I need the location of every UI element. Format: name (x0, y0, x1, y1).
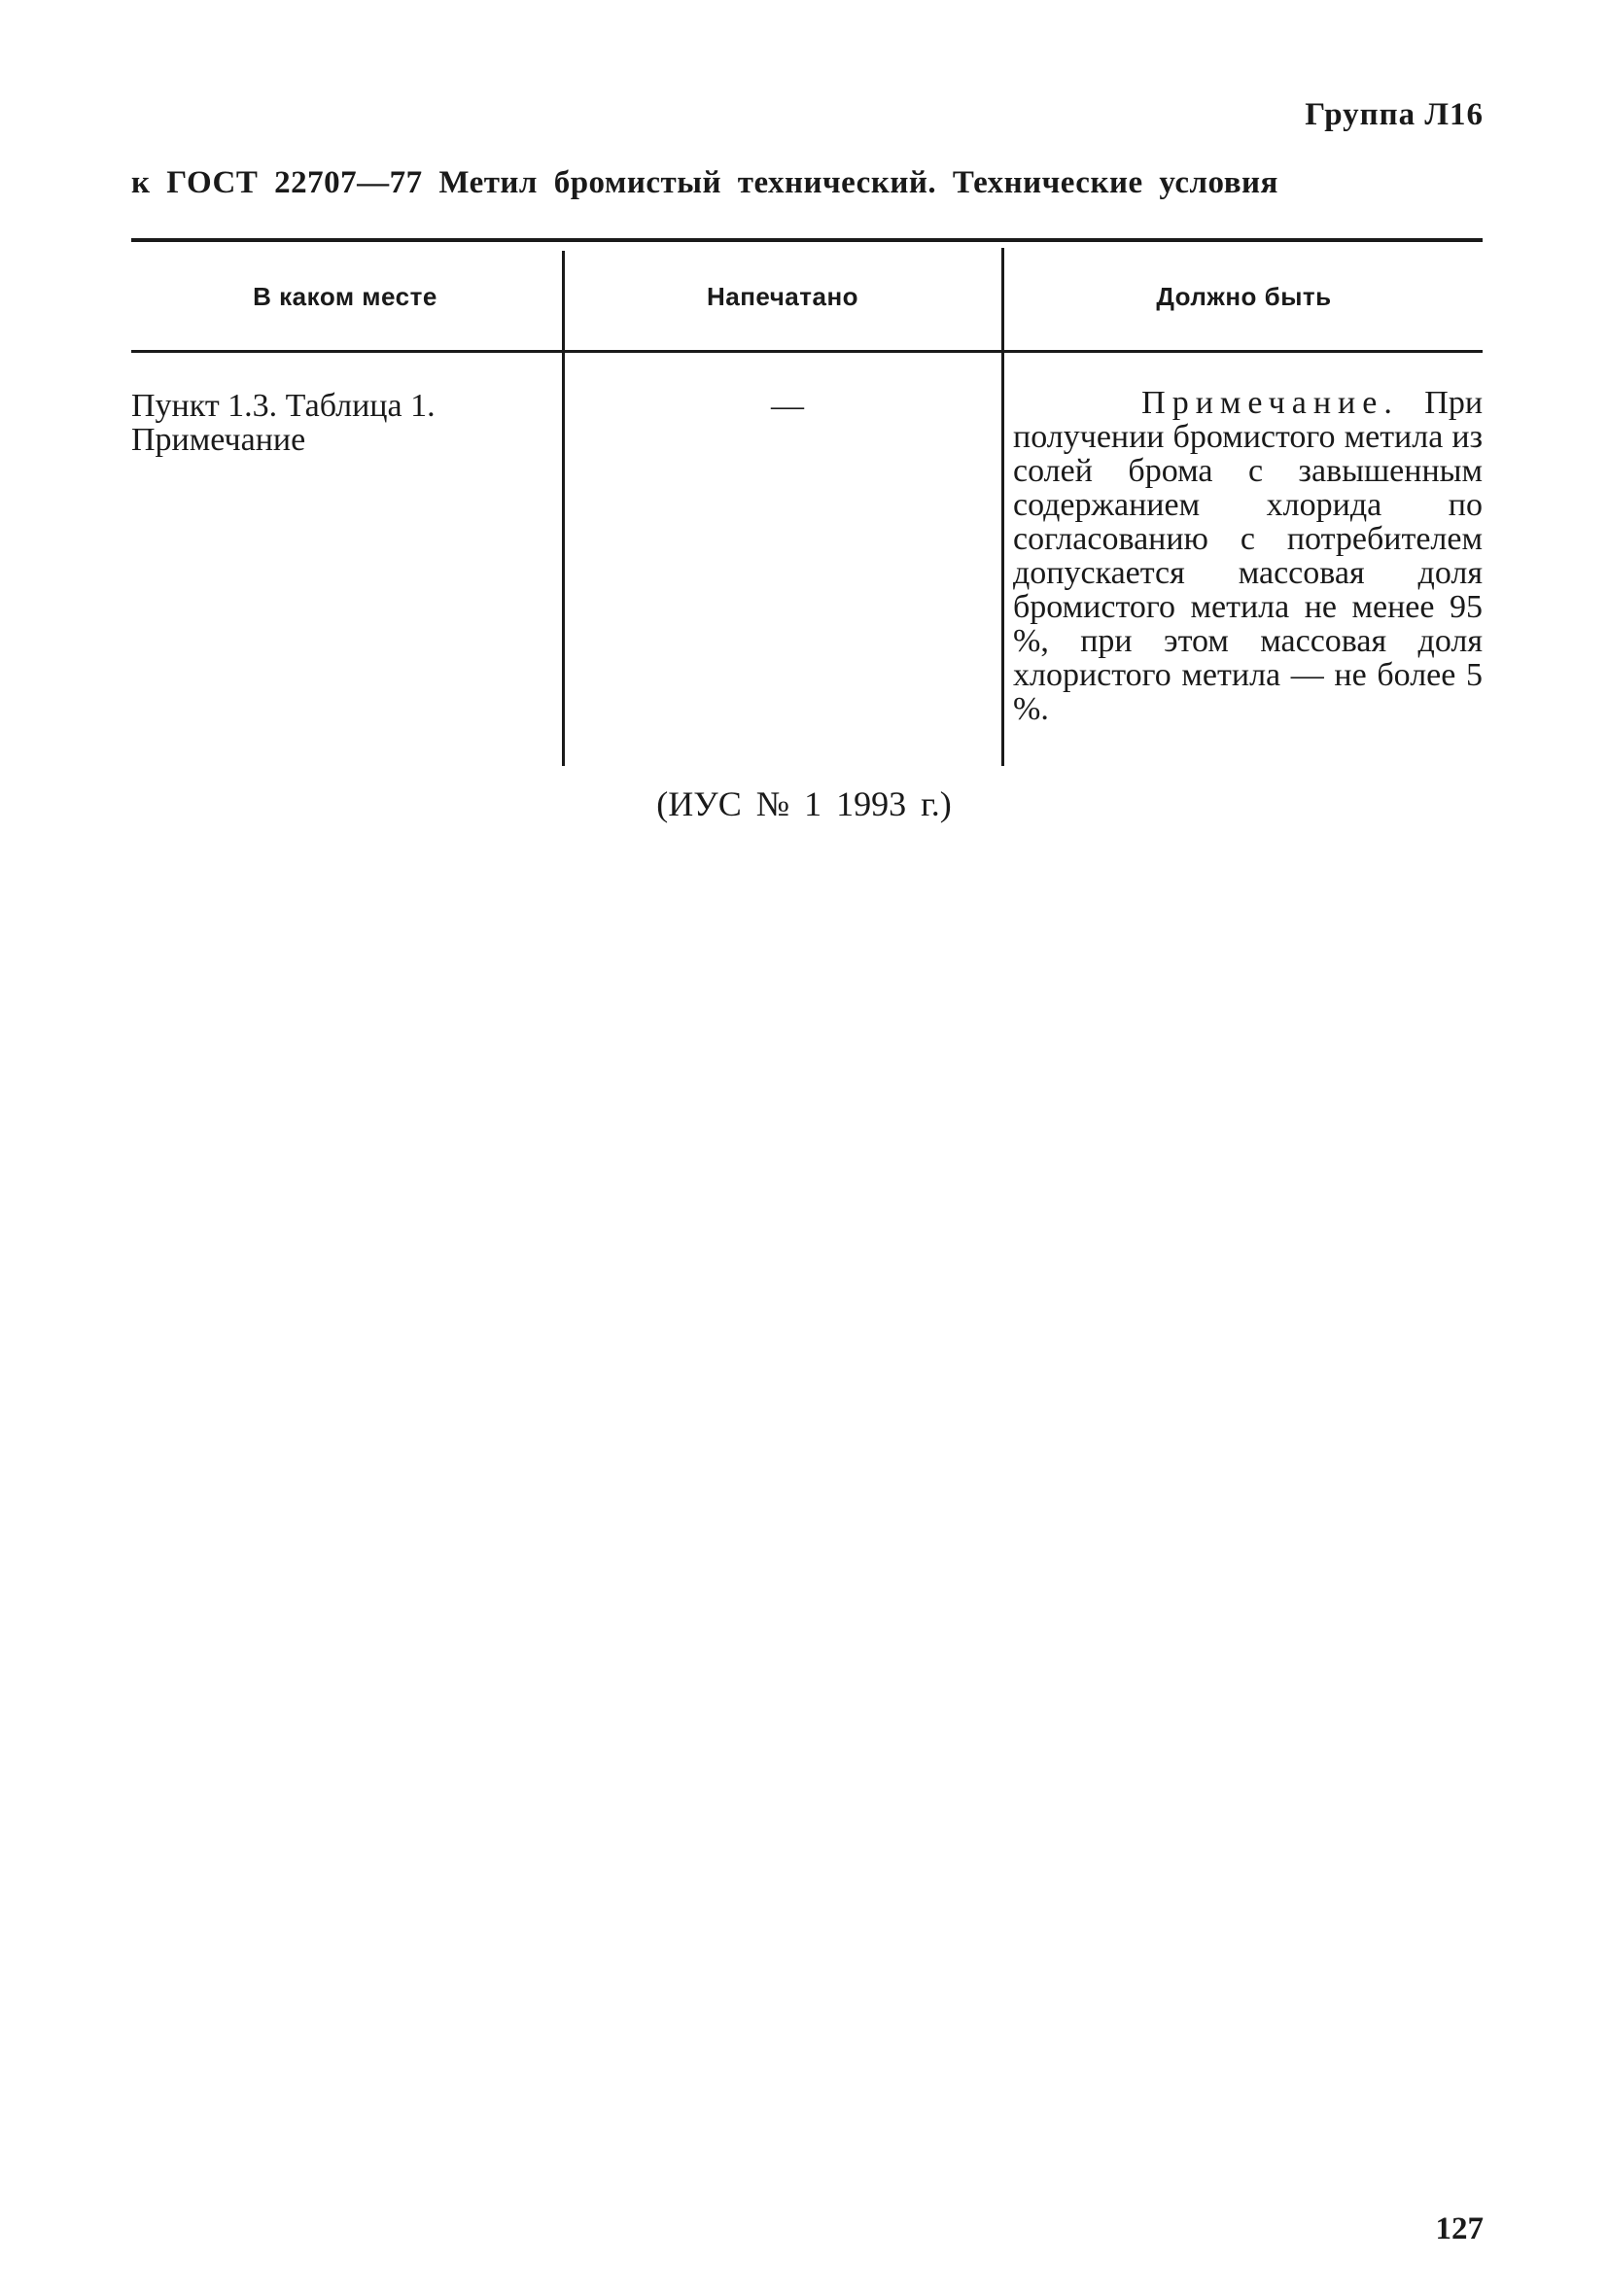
group-label: Группа Л16 (1305, 97, 1484, 132)
column-header-should: Должно быть (1156, 282, 1332, 311)
document-title: к ГОСТ 22707—77 Метил бромистый технический. Технические условия (131, 165, 1278, 200)
column-header-where: В каком месте (253, 282, 437, 311)
page-number: 127 (1435, 2211, 1484, 2246)
column-divider-2 (1001, 248, 1004, 766)
note-text: При получении бромистого метила из солей брома с завышенным содержанием хлорида по согласованию с потребителем допускается массовая доля бромистого метила не менее 95 %, при этом массовая доля хлористого метила — не более 5 %. (1013, 385, 1484, 727)
table-header-rule (131, 350, 1483, 353)
cell-where: Пункт 1.3. Таблица 1. Примечание (131, 388, 436, 458)
cell-should (1013, 386, 1483, 726)
table-top-rule (131, 238, 1483, 242)
column-divider-1 (562, 251, 565, 766)
note-label: Примечание. (1141, 385, 1399, 421)
source-reference: (ИУС № 1 1993 г.) (656, 784, 952, 823)
column-header-printed: Напечатано (706, 282, 859, 311)
cell-printed: — (771, 388, 804, 424)
